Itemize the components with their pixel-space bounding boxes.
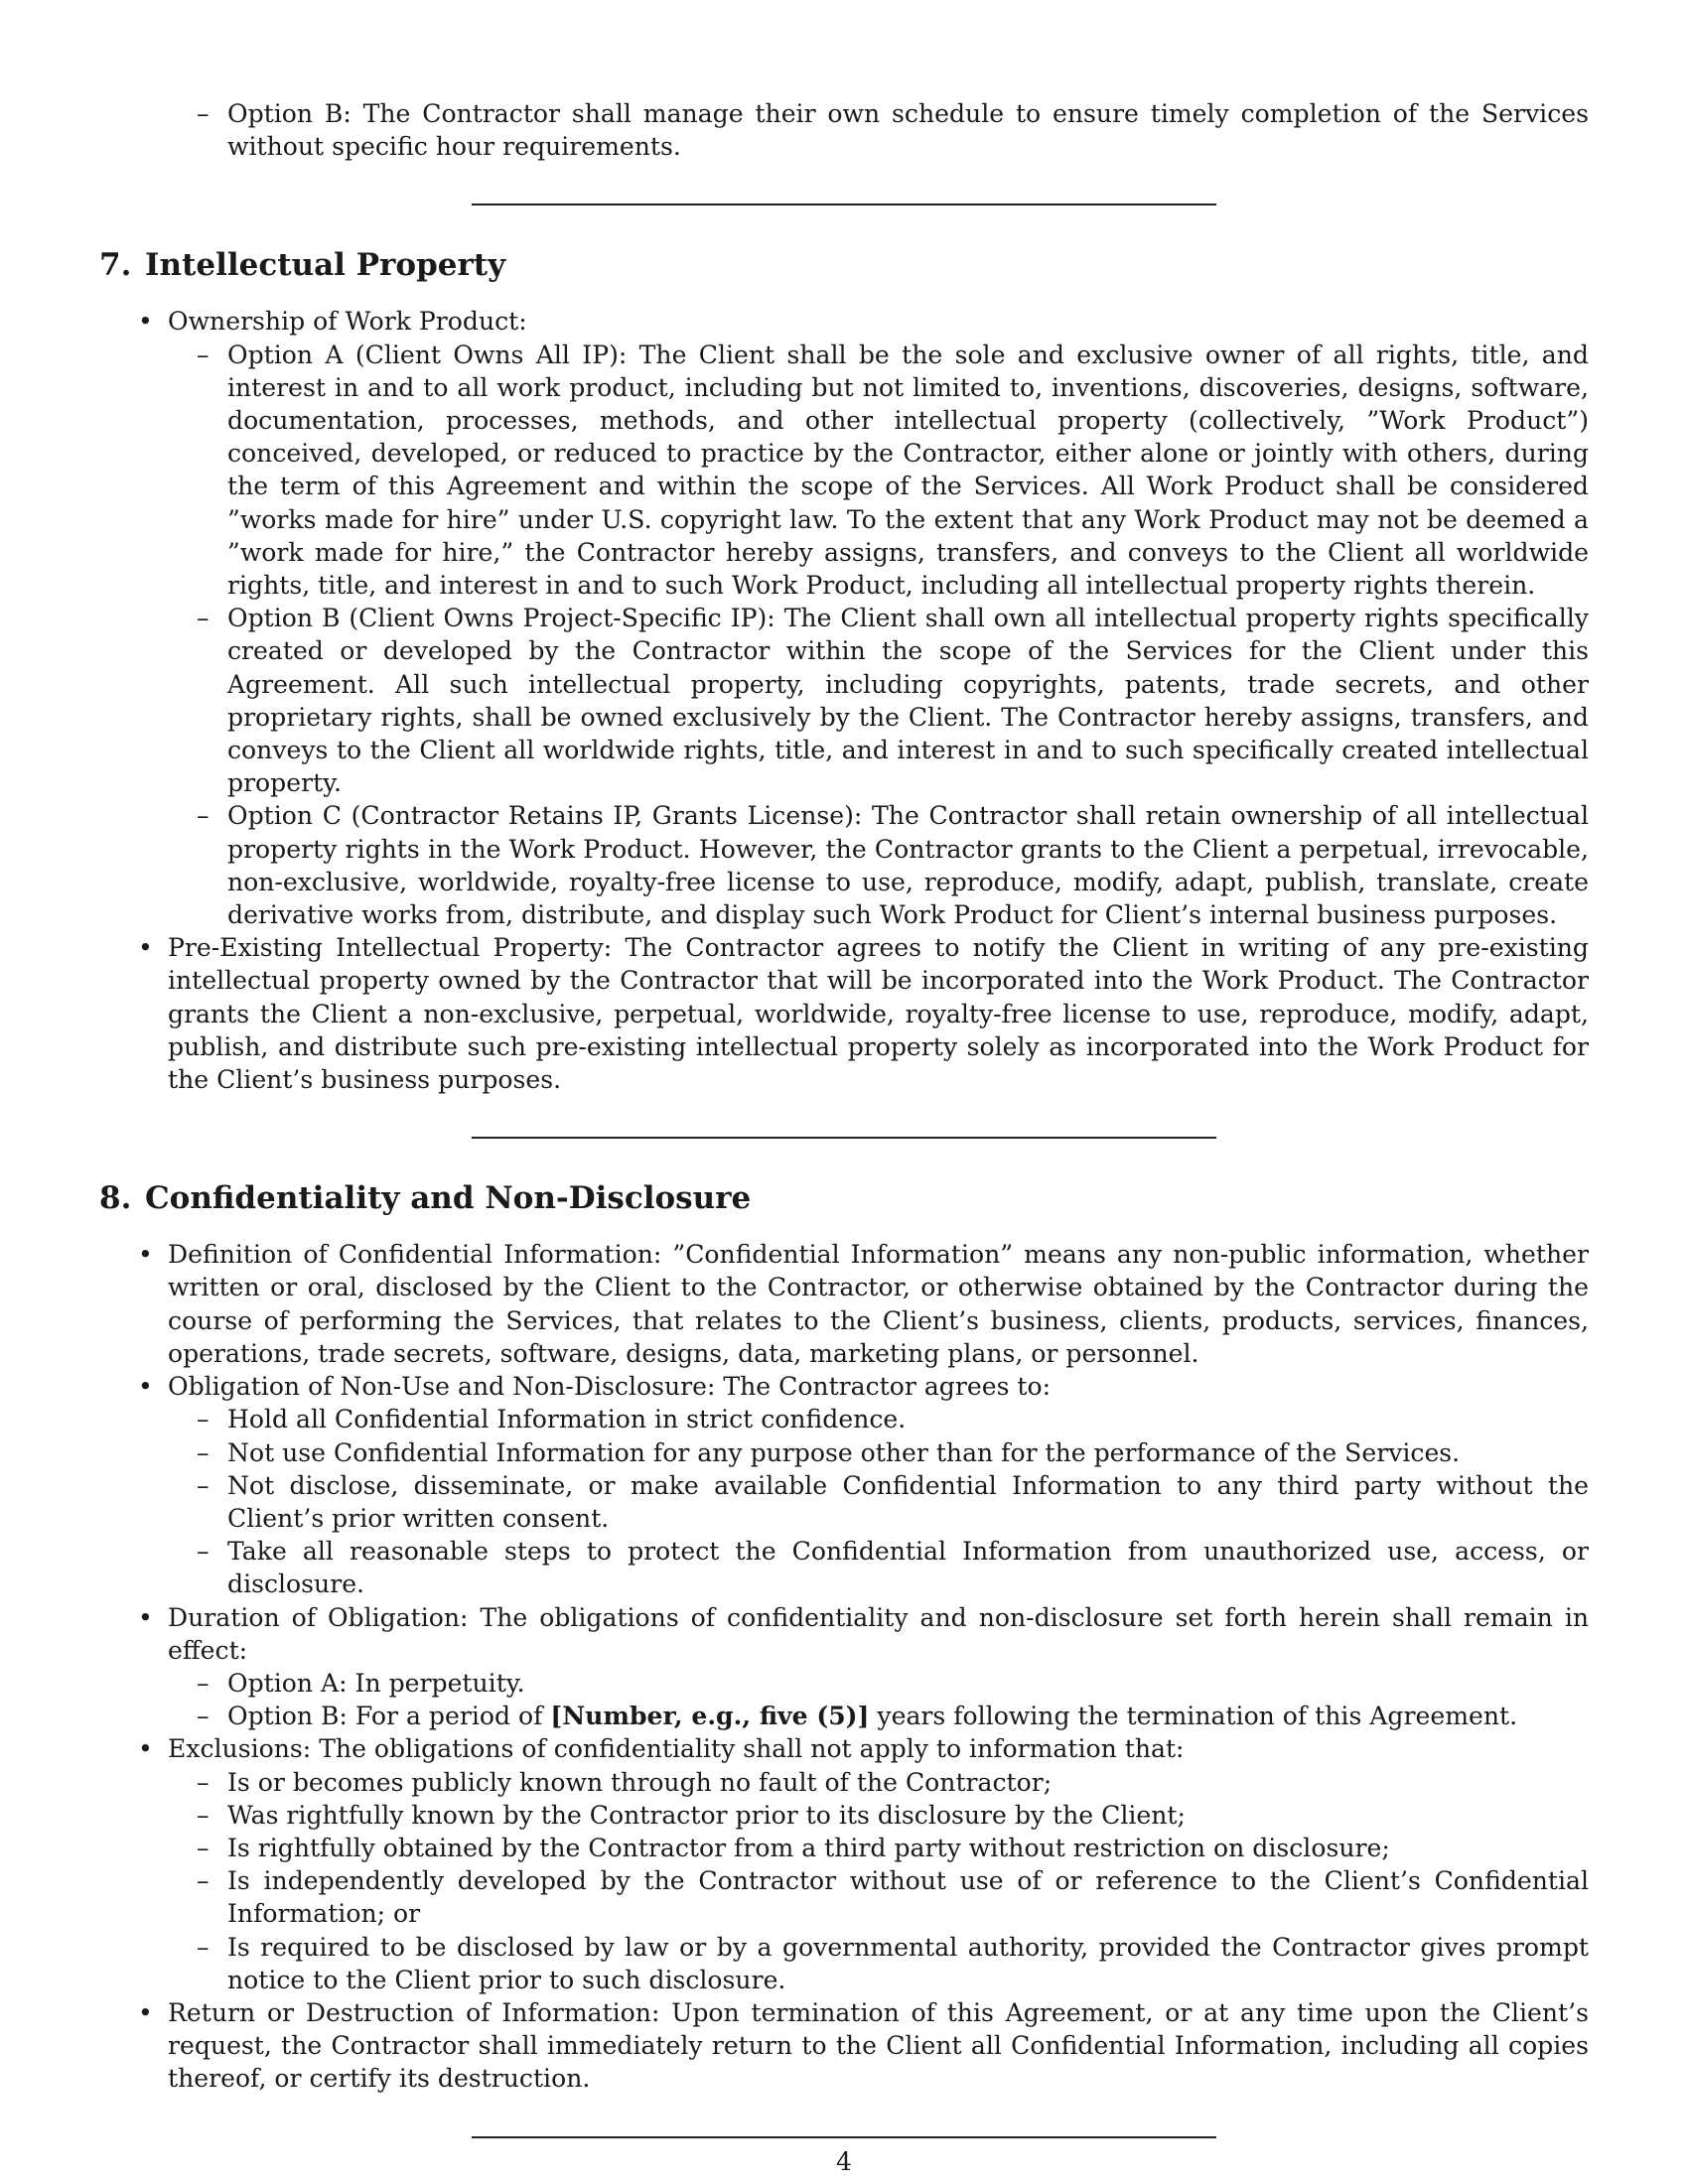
- option-a-text: Option A (Client Owns All IP): The Client shall be the sole and exclusive owner of all rights, title, and interest in and to all work product, including but not limited to, inventions, discoveries, designs, software, documentation, processes, methods, and other intellectual property (collectively, ”Work Product”) conceived, developed, or reduced to practice by the Contractor, either alone or jointly with others, during the term of this Agreement and within the scope of the Services. All Work Product shall be considered ”works made for hire” under U.S. copyright law. To the extent that any Work Product may not be deemed a ”work made for hire,” the Contractor hereby assigns, transfers, and conveys to the Client all worldwide rights, title, and interest in and to such Work Product, including all intellectual property rights therein.: [227, 340, 1589, 601]
- list-item-obligation-4: [99, 1535, 1589, 1600]
- obligation-label: Obligation of Non-Use and Non-Disclosure: The Contractor agrees to:: [168, 1372, 1052, 1402]
- list-item-preexisting: [99, 931, 1589, 1096]
- section-8-heading: [99, 1178, 1589, 1218]
- bullet-marker: •: [138, 1602, 153, 1632]
- list-item-obligation: [99, 1370, 1589, 1600]
- dash-marker: –: [197, 1800, 210, 1830]
- dash-marker: –: [197, 1470, 210, 1500]
- dash-marker: –: [197, 604, 210, 633]
- list-item-obligation-3: [99, 1469, 1589, 1535]
- obligation-text: Hold all Confidential Information in strict confidence.: [227, 1405, 907, 1434]
- dash-marker: –: [197, 1767, 210, 1797]
- dash-marker: –: [197, 1668, 210, 1698]
- dash-marker: –: [197, 1437, 210, 1467]
- section-8-title: Confidentiality and Non-Disclosure: [145, 1180, 752, 1217]
- bullet-marker: •: [138, 1240, 153, 1270]
- duration-b-post: years following the termination of this Agreement.: [869, 1702, 1518, 1731]
- exclusion-text: Is or becomes publicly known through no fault of the Contractor;: [227, 1767, 1053, 1797]
- section-8-list: [99, 1238, 1589, 2095]
- dash-marker: –: [197, 1932, 210, 1962]
- exclusion-text: Is rightfully obtained by the Contractor from a third party without restriction on disclosure;: [227, 1833, 1390, 1862]
- exclusion-text: Was rightfully known by the Contractor prior to its disclosure by the Client;: [227, 1800, 1186, 1830]
- duration-b-pre: Option B: For a period of: [227, 1702, 551, 1731]
- list-item-option-b: [99, 602, 1589, 799]
- list-item-duration-b: [99, 1700, 1589, 1732]
- list-item-exclusion-1: [99, 1766, 1589, 1799]
- section-divider: [472, 204, 1216, 205]
- obligations-list: [168, 1403, 1589, 1600]
- list-item-definition: [99, 1238, 1589, 1370]
- section-6-option-b: [99, 97, 1589, 163]
- list-item-option-c: [99, 799, 1589, 931]
- section-7-number: 7.: [99, 247, 132, 284]
- obligation-text: Take all reasonable steps to protect the Confidential Information from unauthorized use, access, or disclosure.: [227, 1537, 1589, 1599]
- dash-marker: –: [197, 801, 210, 831]
- document-body: [99, 97, 1589, 2138]
- section-divider: [472, 1137, 1216, 1139]
- list-item-exclusion-5: [99, 1931, 1589, 1996]
- definition-text: Definition of Confidential Information: ”Confidential Information” means any non-public information, whether written or oral, disclosed by the Client to the Contractor, or otherwise obtained by the Contractor during the course of performing the Services, that relates to the Client’s business, clients, products, services, finances, operations, trade secrets, software, designs, data, marketing plans, or personnel.: [168, 1240, 1589, 1368]
- exclusion-text: Is required to be disclosed by law or by a governmental authority, provided the Contractor gives prompt notice to the Client prior to such disclosure.: [227, 1932, 1589, 1994]
- dash-marker: –: [197, 1702, 210, 1731]
- bullet-marker: •: [138, 307, 153, 337]
- option-c-text: Option C (Contractor Retains IP, Grants License): The Contractor shall retain ownership of all intellectual property rights in the Work Product. However, the Contractor grants to the Client a perpetual, irrevocable, non-exclusive, worldwide, royalty-free license to use, reproduce, modify, adapt, publish, translate, create derivative works from, distribute, and display such Work Product for Client’s internal business purposes.: [227, 801, 1589, 930]
- section-7-title: Intellectual Property: [145, 247, 506, 284]
- list-item-obligation-2: [99, 1436, 1589, 1469]
- duration-b-placeholder: [Number, e.g., five (5)]: [550, 1701, 870, 1731]
- list-item-exclusion-3: [99, 1832, 1589, 1864]
- dash-marker: –: [197, 340, 210, 369]
- list-item-return: [99, 1996, 1589, 2096]
- section-7-list: [99, 305, 1589, 1096]
- obligation-text: Not use Confidential Information for any purpose other than for the performance of the Services.: [227, 1437, 1461, 1467]
- list-item-option-a: [99, 339, 1589, 603]
- bullet-marker: •: [138, 1734, 153, 1764]
- ownership-label: Ownership of Work Product:: [168, 307, 527, 337]
- bullet-marker: •: [138, 933, 153, 963]
- list-item-exclusions: [99, 1732, 1589, 1996]
- option-b-text: Option B (Client Owns Project-Specific IP): The Client shall own all intellectual property rights specifically created or developed by the Contractor within the scope of the Services for the Client under this Agreement. All such intellectual property, including copyrights, patents, trade secrets, and other proprietary rights, shall be owned exclusively by the Client. The Contractor hereby assigns, transfers, and conveys to the Client all worldwide rights, title, and interest in and to such specifically created intellectual property.: [227, 604, 1589, 798]
- exclusion-text: Is independently developed by the Contractor without use of or reference to the Client’s Confidential Information; or: [227, 1866, 1589, 1929]
- exclusions-label: Exclusions: The obligations of confidentiality shall not apply to information that:: [168, 1734, 1185, 1764]
- page-number: 4: [836, 2147, 852, 2176]
- section-6-option-b-text: Option B: The Contractor shall manage their own schedule to ensure timely completion of the Services without specific hour requirements.: [227, 99, 1589, 162]
- list-item-ownership: [99, 305, 1589, 931]
- list-item-duration-a: [99, 1667, 1589, 1700]
- section-divider: [472, 2136, 1216, 2138]
- bullet-marker: •: [138, 1372, 153, 1402]
- return-text: Return or Destruction of Information: Upon termination of this Agreement, or at any time upon the Client’s request, the Contractor shall immediately return to the Client all Confidential Information, including all copies thereof, or certify its destruction.: [168, 1997, 1589, 2094]
- dash-marker: –: [197, 99, 210, 128]
- preexisting-text: Pre-Existing Intellectual Property: The Contractor agrees to notify the Client in writing of any pre-existing intellectual property owned by the Contractor that will be incorporated into the Work Product. The Contractor grants the Client a non-exclusive, perpetual, worldwide, royalty-free license to use, reproduce, modify, adapt, publish, and distribute such pre-existing intellectual property solely as incorporated into the Work Product for the Client’s business purposes.: [168, 933, 1589, 1095]
- list-item-obligation-1: [99, 1403, 1589, 1435]
- section-8-number: 8.: [99, 1180, 132, 1217]
- ownership-options-list: [168, 339, 1589, 932]
- exclusions-list: [168, 1766, 1589, 1996]
- list-item-exclusion-4: [99, 1864, 1589, 1930]
- duration-a-text: Option A: In perpetuity.: [227, 1668, 525, 1698]
- dash-marker: –: [197, 1833, 210, 1862]
- dash-marker: –: [197, 1405, 210, 1434]
- section-7-heading: [99, 245, 1589, 285]
- obligation-text: Not disclose, disseminate, or make available Confidential Information to any third party without the Client’s prior written consent.: [227, 1470, 1589, 1533]
- bullet-marker: •: [138, 1997, 153, 2027]
- dash-marker: –: [197, 1866, 210, 1896]
- duration-label: Duration of Obligation: The obligations of confidentiality and non-disclosure set forth herein shall remain in effect:: [168, 1602, 1589, 1665]
- list-item-duration: [99, 1601, 1589, 1733]
- dash-marker: –: [197, 1537, 210, 1567]
- duration-options-list: [168, 1667, 1589, 1732]
- list-item-exclusion-2: [99, 1799, 1589, 1832]
